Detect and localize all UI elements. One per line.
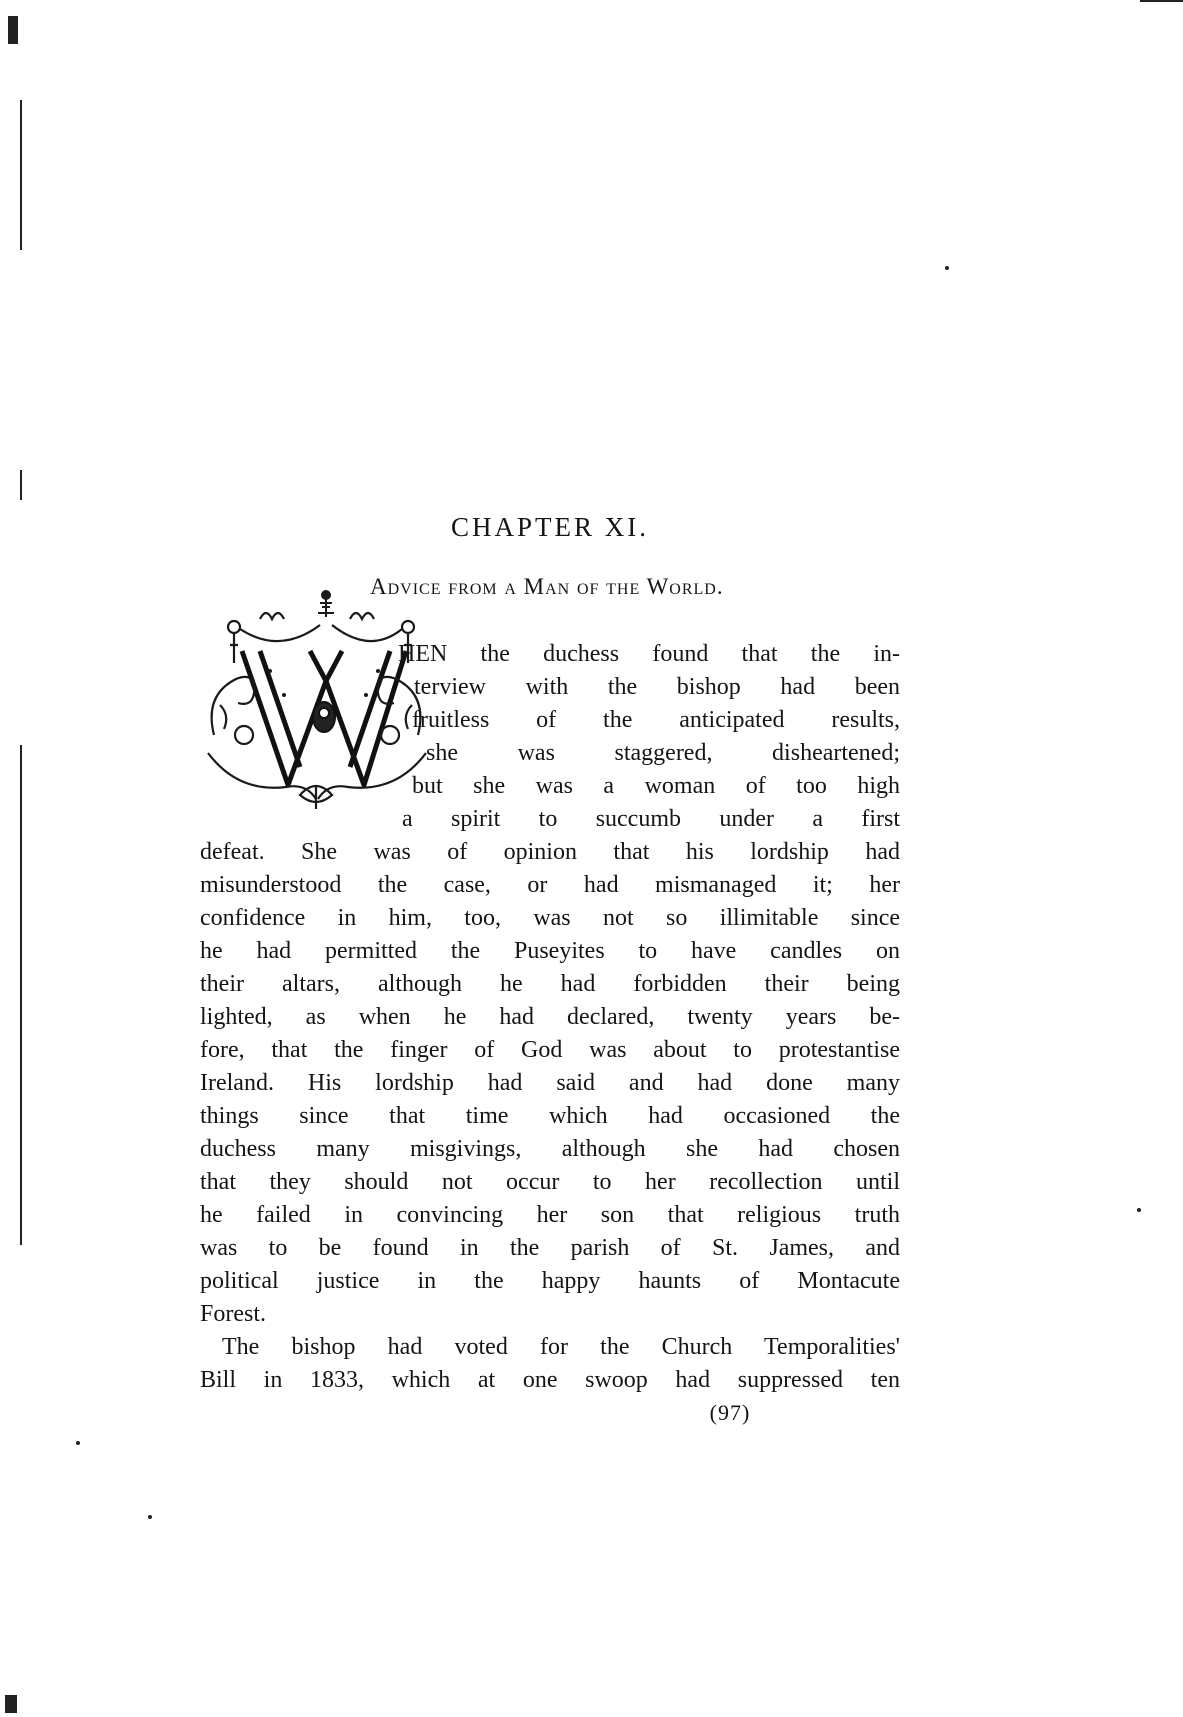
scan-artifact-left-edge-1 <box>20 100 22 250</box>
chapter-subtitle: Advice from a Man of the World. <box>370 574 724 599</box>
text-line: that they should not occur to her recollection until <box>200 1169 900 1195</box>
text-line: terview with the bishop had been <box>414 674 900 700</box>
text-line: Forest. <box>200 1301 266 1327</box>
dropcap-finial <box>318 591 334 617</box>
text-line: Ireland. His lordship had said and had done many <box>200 1070 900 1096</box>
body-text <box>200 638 900 1397</box>
speck <box>76 1441 80 1445</box>
text-line: defeat. She was of opinion that his lordship had <box>200 839 900 865</box>
text-line: fruitless of the anticipated results, <box>412 707 900 733</box>
scan-artifact-bottom-left <box>5 1695 17 1713</box>
text-line: The bishop had voted for the Church Temporalities' <box>222 1334 900 1360</box>
page-number: (97) <box>709 1400 751 1425</box>
text-line: lighted, as when he had declared, twenty years be- <box>200 1004 900 1030</box>
text-line: their altars, although he had forbidden their being <box>200 971 900 997</box>
scan-artifact-left-edge-3 <box>20 745 22 1245</box>
text-line: duchess many misgivings, although she had chosen <box>200 1136 900 1162</box>
text-line: misunderstood the case, or had mismanaged it; her <box>200 872 900 898</box>
text-line: things since that time which had occasioned the <box>200 1103 900 1129</box>
text-line: fore, that the finger of God was about to protestantise <box>200 1037 900 1063</box>
text-line: he had permitted the Puseyites to have candles on <box>200 938 900 964</box>
scan-artifact-left-edge-2 <box>20 470 22 500</box>
text-line: but she was a woman of too high <box>412 773 900 799</box>
text-line: confidence in him, too, was not so illimitable since <box>200 905 900 931</box>
speck <box>1137 1208 1141 1212</box>
text-line: a spirit to succumb under a first <box>402 806 900 832</box>
text-line: HEN the duchess found that the in- <box>398 641 900 667</box>
scan-artifact-top-left <box>8 16 18 44</box>
chapter-title: CHAPTER XI. <box>450 512 649 542</box>
text-line: Bill in 1833, which at one swoop had suppressed ten <box>200 1367 900 1393</box>
text-line: was to be found in the parish of St. James, and <box>200 1235 900 1261</box>
text-line: he failed in convincing her son that religious truth <box>200 1202 900 1228</box>
speck <box>945 266 949 270</box>
speck <box>148 1515 152 1519</box>
text-line: she was staggered, disheartened; <box>426 740 900 766</box>
text-line: political justice in the happy haunts of Montacute <box>200 1268 900 1294</box>
scan-artifact-top-right <box>1140 0 1183 2</box>
